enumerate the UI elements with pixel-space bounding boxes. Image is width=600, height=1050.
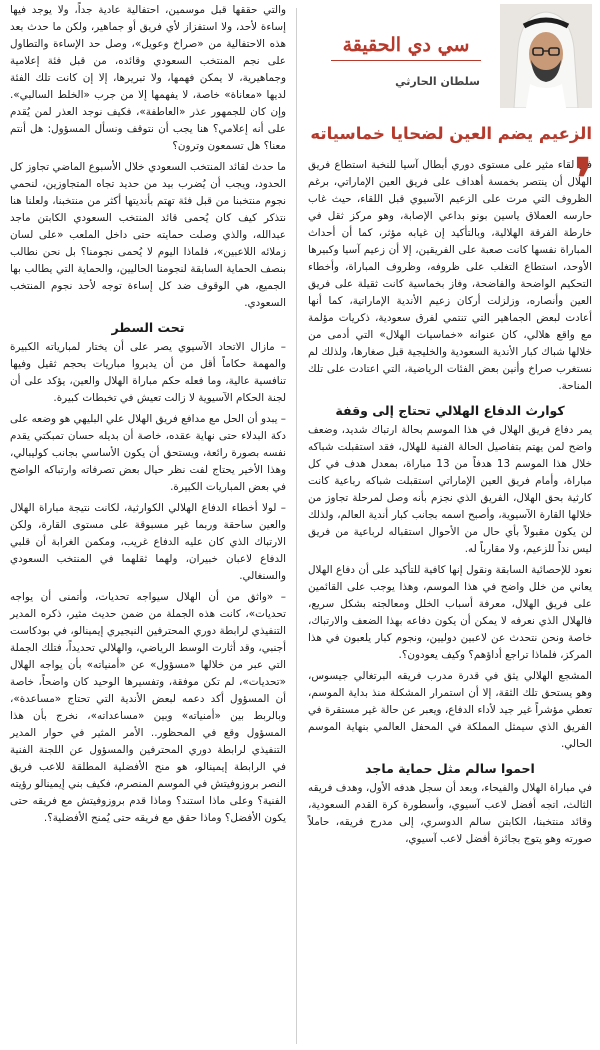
lede-paragraph: في لقاء مثير على مستوى دوري أبطال آسيا للنخبة استطاع فريق الهلال أن ينتصر بخمسة أهداف على فريق العين الإماراتي، برغم الظروف التي مرت على الزعيم الآسيوي قبل اللقاء، حيث غاب حارسه العملاق ياسين بونو بداعي الإصابة، وهو مركز ثقل في خارطة الفرقة الهلالية، وبالتأكيد إن غيابه مؤثر، كما أن أحداث المباراة نفسها كانت صعبة على الفريقين، إلا أن زعيم آسيا وكبيرها الأوحد، استطاع التغلب على ظروفه، وظروف المباراة، وأخطاء التحكيم الواضحة والفاضحة، وفاز بخماسية كانت ثقيلة على فريق العين وأنصاره، وزلزلت أركان زعيم الأندية الإماراتية، كما أنها أعادت لبعض الجماهير التي تنتمي لفرق سعودية، ذكريات مؤلمة مع واقع هلالي، كان عنوانه «خماسيات الهلال» التي أدمى من خلالها شباك كبار الأندية السعودية والخليجية قبل صغارها، ولذلك لم نستغرب صراخ وأنين بعض الفئات الرياضية، التي اعتادت على تلك المناحة.: [308, 159, 592, 392]
section-title-defense: كوارث الدفاع الهلالي تحتاج إلى وقفة: [335, 403, 565, 418]
paragraph: في مباراة الهلال والفيحاء، وبعد أن سجل هدفه الأول، وهدف فريقه الثالث، اتجه أفضل لاعب آسيوي، وأسطورة كرة القدم السعودية، وقائد منتخبنا، الكابتن سالم الدوسري، إلى مدرج فريقه، حاملاً صورته وهو يتوج بجائزة أفضل لاعب آسيوي،: [308, 782, 592, 845]
bullet-paragraph: – يبدو أن الحل مع مدافع فريق الهلال علي البليهي هو وضعه على دكة البدلاء حتى نهاية عقده، خاصة أن بديله حسان تمبكتي يقدم نفسه بصورة رائعة، ويستحق أن يكون الأساسي بجانب كوليبالي، وهذا الأخير يحتاج لفت نظر حيال بعض تصرفاته وارتباكه الواضح في بعض المباريات الكبيرة.: [10, 413, 286, 493]
paragraph: ما حدث لقائد المنتخب السعودي خلال الأسبوع الماضي تجاوز كل الحدود، ويجب أن يُضرب بيد من حديد تجاه المتجاوزين، لنحمي نجوم منتخبنا من قبل فئة تهتم بأنديتها أكثر من منتخبنا، ولعلنا هنا نتذكر كيف كان يُحمى قائد المنتخب السعودي الكابتن ماجد عبدالله، والذي وصلت حمايته حتى داخل الملعب «على لسان زملائه اللاعبين»، فلماذا اليوم لا يُحمى نجومنا؟ بل نحن نطالب بنصف الحماية السابقة لنجومنا الحاليين، والحماية التي يطالب بها الجميع، هي الوقوف ضد كل إساءة توجه لأحد نجوم المنتخب السعودي.: [10, 161, 286, 309]
bullet-paragraph: – لولا أخطاء الدفاع الهلالي الكوارثية، لكانت نتيجة مباراة الهلال والعين ساحقة وربما غير مسبوقة على مستوى القارة، ولكن الارتباك الذي كان عليه الدفاع غريب، ومكمن الغرابة أن قلبي الدفاع لاعبان خبيران، ولهما ثقلهما في المنتخب السعودي والسنغالي.: [10, 502, 286, 582]
paragraph: والتي حققها قبل موسمين، احتفالية عادية جداً، ولا يوجد فيها إساءة لأحد، ولا استفزاز لأي فريق أو جماهير، ولكن ما حدث بعد هذه الاحتفالية من «صراخ وعويل»، وصل حد الإساءة والتطاول على نجم المنتخب السعودي وقائده، من قبل فئة إعلامية وجماهيرية، لا يمكن فهمها، ولا تبريرها، إلا إن كانت تلك الفئة لديها «معاناة» خاصة، لا يفهمها إلا من جرب «الخلط السالبي». وإن كان للجمهور عذر «العاطفة»، فكيف نوجد العذر لمن يُقدم على أنه إعلامي؟ هنا يجب أن نتوقف ونسأل المسؤول: هل أنتم معنا؟ هل تسمعون وترون؟: [10, 4, 286, 152]
section-title-protect-salem: احموا سالم مثل حماية ماجد: [365, 761, 535, 776]
article-lede: [308, 146, 592, 395]
section-title-under-the-line: تحت السطر: [111, 320, 185, 335]
author-portrait-icon: [500, 4, 592, 108]
bullet-paragraph: – مازال الاتحاد الآسيوي يصر على أن يختار لمبارياته الكبيرة والمهمة حكاماً أقل من أن يديروا مباريات بحجم ثقيل وفيها تنافسية عالية، وما فعله حكم مباراة الهلال والعين، يؤكد على أن لجنة الحكام الآسيوية لا زالت تعيش في تخبطات كبيرة.: [10, 341, 286, 404]
column-masthead: [308, 4, 592, 114]
right-column: [300, 0, 600, 1050]
paragraph: يمر دفاع فريق الهلال في هذا الموسم بحالة ارتباك شديد، وضعف واضح لمن يهتم بتفاصيل الحالة الفنية للهلال، فقد استقبلت شباكه خلال هذا الموسم 13 هدفاً من 13 مباراة، بمعدل هدف في كل مباراة، وأمام فريق العين الإماراتي استقبلت شباكه رباعية كانت كارثية بحق الهلال، الفريق الذي نجزم بأنه وصل لمرحلة تجاوز من خلالها القارة الآسيوية، وأصبح اسمه بجانب كبار أندية العالم، ولذلك لن يكون مقبولاً بأي حال من الأحوال استقباله لرباعية من فريق ليس نداً للزعيم، ولا مقارباً له.: [308, 424, 593, 555]
column-name: سي دي الحقيقة: [342, 34, 470, 56]
column-name-rule: [331, 60, 481, 61]
paragraph: المشجع الهلالي يثق في قدرة مدرب فريقه البرتغالي جيسوس، وهو يستحق تلك الثقة، إلا أن استمرار المشكلة منذ بداية الموسم، تعطي مؤشراً غير جيد لأداء الدفاع، ويعبر عن حالة غير مستقرة في الفريق الذي سيمثل المملكة في المحفل العالمي بنهاية الموسم الحالي.: [308, 670, 592, 750]
column-divider: [296, 8, 297, 1044]
left-column: [0, 0, 292, 1050]
column-name-block: [308, 4, 504, 108]
article-headline: الزعيم يضم العين لضحايا خماسياته: [310, 124, 592, 143]
paragraph: نعود للإحصائية السابقة ونقول إنها كافية للتأكيد على أن دفاع الهلال يعاني من خلل واضح في هذا الموسم، وهذا يوجب على القائمين على فريق الهلال، معرفة أسباب الخلل ومعالجته بشكل سريع، فالهلال الذي نعرفه لا يمكن أن يكون دفاعه بهذا الضعف والارتباك، خاصة ونحن نتحدث عن لاعبين دوليين، ونجوم كبار يلعبون في هذا المركز، فلماذا تراجع أداؤهم؟ وكيف يعودون؟.: [308, 564, 592, 661]
quote-mark-icon: ❜: [574, 146, 592, 210]
bullet-paragraph: – «واثق من أن الهلال سيواجه تحديات، وأتمنى أن يواجه تحديات»، كانت هذه الجملة من ضمن حديث مثير، ذكره المدير التنفيذي لرابطة دوري المحترفين النيجيري إيمينالو، في بودكاست أجنبي، وقد أثارت الوسط الرياضي، والهلالي تحديداً، فتلك الجملة التي عبر من خلالها «مسؤول» عن «أمنياته» بأن يواجه الهلال «تحديات»، لم تكن موفقة، وتفسيرها الوحيد كان واضحاً، خاصة أن المسؤول أكد دعمه لبعض الأندية التي تحتاج «مساعدة»، وبالربط بين «أمنياته» وبين «مساعداته»، نخرج بأن هذا المسؤول وقع في المحظور.. الأمر المثير في حوار المدير التنفيذي لرابطة دوري المحترفين والمسؤول عن اللجنة الفنية في الرابطة إيمينالو، هو منح الأفضلية المطلقة للاعب فريق النصر بروزوفيتش في الموسم المنصرم، فكيف بني إيمينالو رؤيته الفنية؟ وعلى ماذا استند؟ وماذا قدم بروزوفيتش مع فريقه حتى يكون الأفضل؟ وماذا حقق مع فريقه حتى يُمنح الأفضلية؟.: [10, 591, 286, 824]
author-photo: [500, 4, 592, 108]
author-name: سلطان الحارثي: [395, 75, 480, 88]
